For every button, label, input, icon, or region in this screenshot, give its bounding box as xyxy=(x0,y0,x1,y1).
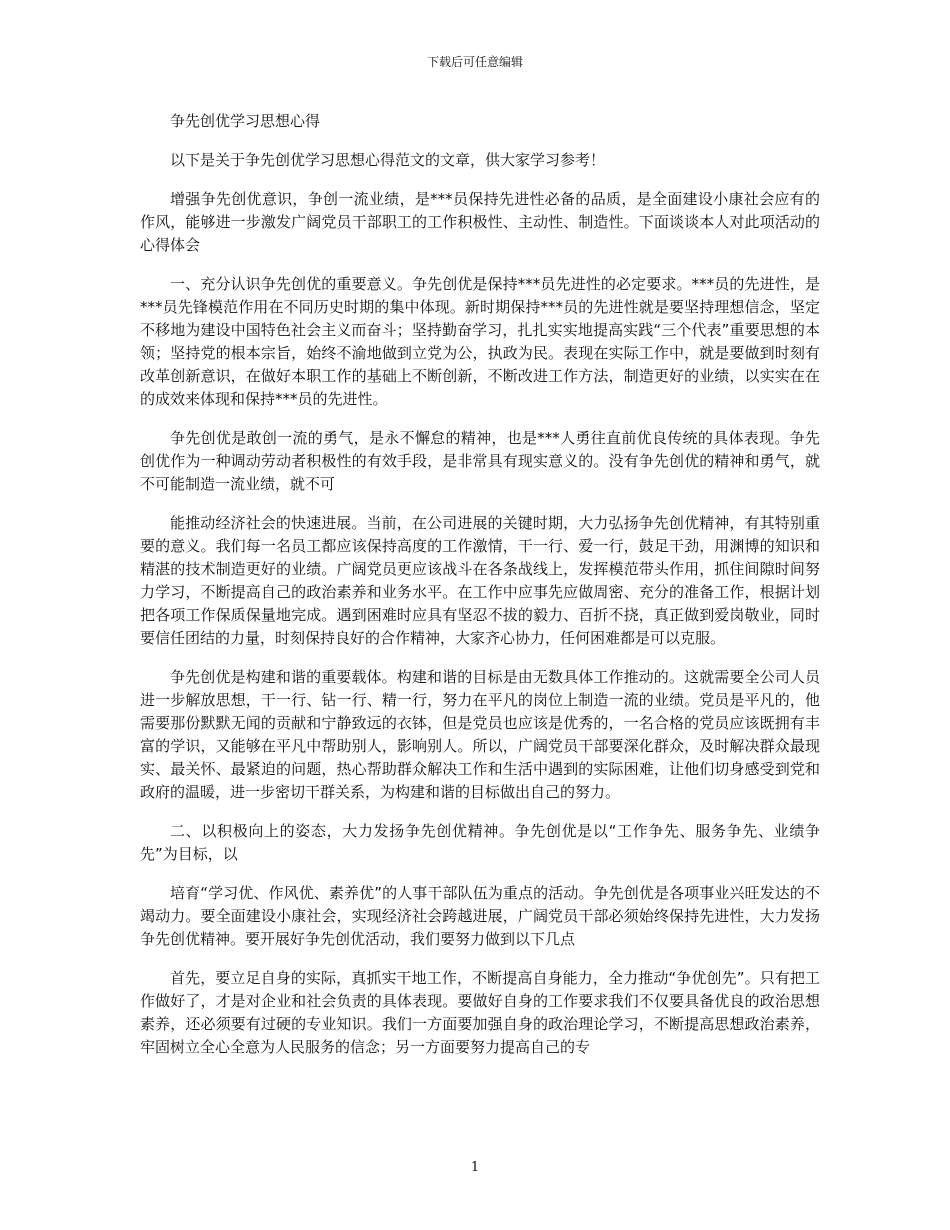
page-header: 下载后可任意编辑 xyxy=(426,55,523,69)
paragraph: 争先创优是敢创一流的勇气，是永不懈怠的精神，也是***人勇往直前优良传统的具体表现。争先创优作为一种调动劳动者积极性的有效手段，是非常具有现实意义的。没有争先创优的精神和勇气，就不可能制造一流业绩，就不可 xyxy=(140,429,820,493)
page-number: 1 xyxy=(470,1160,480,1175)
document-title: 争先创优学习思想心得 xyxy=(170,112,321,130)
document-body xyxy=(140,110,820,1075)
paragraph: 以下是关于争先创优学习思想心得范文的文章，供大家学习参考！ xyxy=(170,151,606,169)
paragraph: 争先创优是构建和谐的重要载体。构建和谐的目标是由无数具体工作推动的。这就需要全公司人员进一步解放思想，干一行、钻一行、精一行，努力在平凡的岗位上制造一流的业绩。党员是平凡的，他需要那份默默无闻的贡献和宁静致远的衣钵，但是党员也应该是优秀的，一名合格的党员应该既拥有丰富的学识，又能够在平凡中帮助别人，影响别人。所以，广阔党员干部要深化群众，及时解决群众最现实、最关怀、最紧迫的问题，热心帮助群众解决工作和生活中遇到的实际困难，让他们切身感受到党和政府的温暖，进一步密切干群关系，为构建和谐的目标做出自己的努力。 xyxy=(140,668,820,801)
paragraph: 增强争先创优意识，争创一流业绩，是***员保持先进性必备的品质，是全面建设小康社会应有的作风，能够进一步激发广阔党员干部职工的工作积极性、主动性、制造性。下面谈谈本人对此项活动的心得体会 xyxy=(140,190,820,254)
paragraph: 首先，要立足自身的实际，真抓实干地工作，不断提高自身能力，全力推动“争优创先”。只有把工作做好了，才是对企业和社会负责的具体表现。要做好自身的工作要求我们不仅要具备优良的政治思想素养，还必须要有过硬的专业知识。我们一方面要加强自身的政治理论学习，不断提高思想政治素养，牢固树立全心全意为人民服务的信念；另一方面要努力提高自己的专 xyxy=(140,969,820,1056)
paragraph: 培育“学习优、作风优、素养优”的人事干部队伍为重点的活动。争先创优是各项事业兴旺发达的不竭动力。要全面建设小康社会，实现经济社会跨越进展，广阔党员干部必须始终保持先进性，大力发扬争先创优精神。要开展好争先创优活动，我们要努力做到以下几点 xyxy=(140,884,820,948)
paragraph: 二、以积极向上的姿态，大力发扬争先创优精神。争先创优是以“工作争先、服务争先、业绩争先”为目标，以 xyxy=(140,822,820,863)
paragraph: 能推动经济社会的快速进展。当前，在公司进展的关键时期，大力弘扬争先创优精神，有其特别重要的意义。我们每一名员工都应该保持高度的工作激情，干一行、爱一行，鼓足干劲，用渊博的知识和精湛的技术制造更好的业绩。广阔党员更应该战斗在各条战线上，发挥模范带头作用，抓住间隙时间努力学习，不断提高自己的政治素养和业务水平。在工作中应事先应做周密、充分的准备工作，根据计划把各项工作保质保量地完成。遇到困难时应具有坚忍不拔的毅力、百折不挠，真正做到爱岗敬业，同时要信任团结的力量，时刻保持良好的合作精神，大家齐心协力，任何困难都是可以克服。 xyxy=(140,514,820,647)
paragraph: 一、充分认识争先创优的重要意义。争先创优是保持***员先进性的必定要求。***员的先进性，是***员先锋模范作用在不同历史时期的集中体现。新时期保持***员的先进性就是要坚持理想信念，坚定不移地为建设中国特色社会主义而奋斗；坚持勤奋学习，扎扎实实地提高实践“三个代表”重要思想的本领；坚持党的根本宗旨，始终不渝地做到立党为公，执政为民。表现在实际工作中，就是要做到时刻有改革创新意识，在做好本职工作的基础上不断创新，不断改进工作方法，制造更好的业绩，以实实在在的成效来体现和保持***员的先进性。 xyxy=(140,275,820,408)
